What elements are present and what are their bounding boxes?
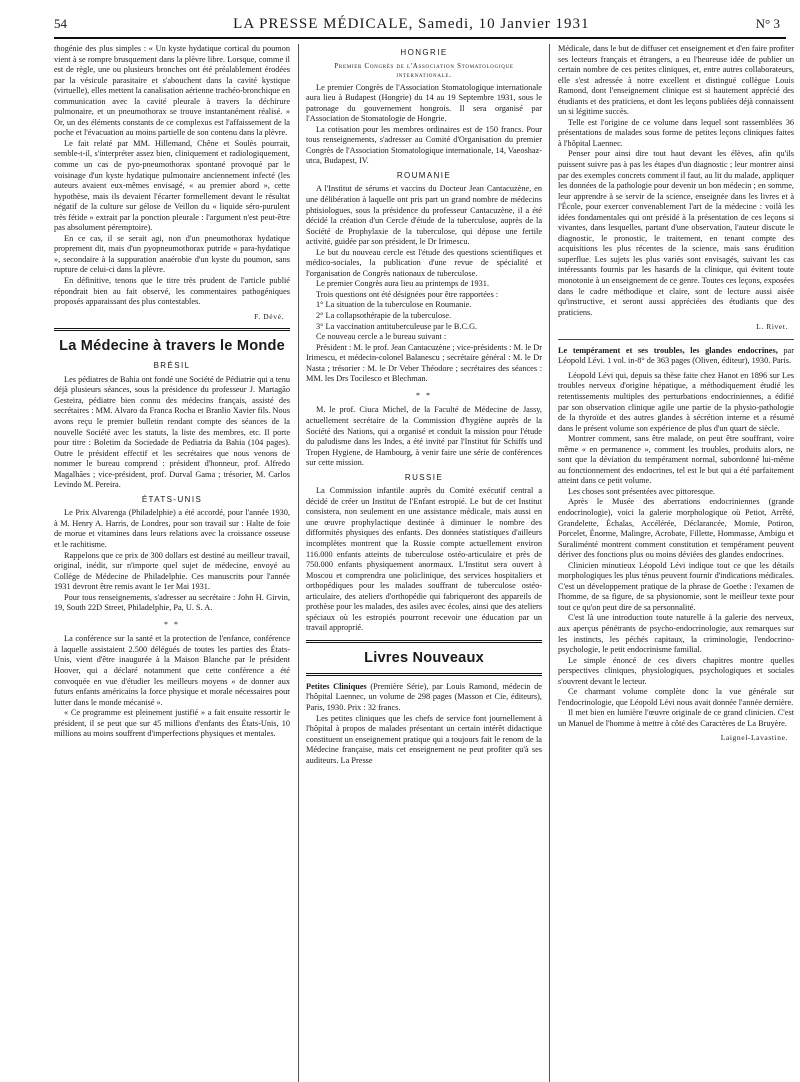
left-column: [54, 44, 290, 1082]
list-item: 1° La situation de la tuberculose en Roumanie.: [316, 300, 472, 310]
paragraph: La conférence sur la santé et la protection de l'enfance, conférence à laquelle assistaient 2.500 délégués de toutes les parties des États-Unis, vient d'être inaugurée à la Maison Blanche par le président Hoover, qui a déclaré notamment que cette conférence a été convoquée en vue d'étudier les meilleurs moyens « de donner aux futurs enfants américains la force physique et morale nécessaires pour lutter dans le monde mécanisé ».: [54, 634, 290, 707]
book-title: Petites Cliniques: [306, 681, 367, 691]
page-number: 54: [54, 16, 67, 31]
paragraph: En ce cas, il se serait agi, non d'un pneumothorax hydatique proprement dit, mais d'un pyopneumothorax putride « para-hydatique », secondaire à la suppuration anaérobie d'un kyste du poumon, sans rupture de celui-ci dans la plèvre.: [54, 233, 290, 275]
paragraph: En définitive, tenons que le titre très prudent de l'article publié répondrait bien au fait observé, les commentaires pathogéniques proposés apparaissant des plus contestables.: [54, 276, 290, 307]
paragraph: M. le prof. Ciuca Michel, de la Faculté de Médecine de Jassy, actuellement secrétaire de la Commission d'hygiène auprès de la Société des Nations, qui a organisé et conduit la mission pour l'étude du paludisme dans les Indes, a été invité par l'Institut für Schiffs und Tropen Hygiene, de Hambourg, à venir faire une série de conférences sur cette mission.: [306, 405, 542, 468]
paragraph: Ce charmant volume complète donc la vue générale sur l'endocrinologie, que Léopold Lévi nous avait donnée l'année dernière.: [558, 687, 794, 707]
paragraph: Il met bien en lumière l'œuvre originale de ce grand clinicien. C'est un Manuel de l'homme à mettre à côté des Caractères de La Bruyère.: [558, 708, 794, 728]
separator-stars: * *: [416, 390, 432, 400]
paragraph: La Commission infantile auprès du Comité exécutif central a décidé de créer un Institut de l'Enfant estropié. Le but de cet Institut consistera, non seulement en une assistance médicale, mais aussi en une œuvre prophylactique destinée à diminuer le nombre des difformités physiques des enfants. Des données statistiques d'ailleurs incomplètes montrent que la Russie compte actuellement environ 116.000 enfants atteints de tuberculose ostéo-articulaire et près de 750.000 enfants physiquement anormaux. L'Institut sera ouvert à Moscou et comprendra une policlinique, des services hospitaliers et orthopédiques pour les malades souffrant de tuberculose ostéo-articulaire, des ateliers d'orthopédie qui fabriqueront des appareils de prothèse pour les malades, des asiles avec écoles, ainsi que des ateliers spéciaux où les estropiés pourront recevoir une éducation par un travail approprié.: [306, 486, 542, 633]
paragraph: Le but du nouveau cercle est l'étude des questions scientifiques et médico-sociales, la publication d'une revue de spécialité et l'organisation de Congrès nationaux de tuberculose.: [306, 247, 542, 278]
issue-number: N° 3: [755, 16, 780, 31]
divider: [306, 673, 542, 676]
paragraph: La cotisation pour les membres ordinaires est de 150 francs. Pour tous renseignements, s'adresser au Comité d'Organisation du premier Congrès de l'Association Stomatologique internationale, 14, Vaeoshaz-utca, Budapest, IV.: [306, 124, 542, 166]
list-item: 3° La vaccination antituberculeuse par le B.C.G.: [316, 321, 478, 331]
section-title: La Médecine à travers le Monde: [59, 338, 285, 355]
author-signature: L. Rivet.: [756, 322, 788, 332]
country-heading: RUSSIE: [404, 472, 444, 482]
middle-column: [298, 44, 550, 1082]
country-heading: BRÉSIL: [153, 361, 191, 371]
columns: [54, 44, 794, 1082]
country-heading: ROUMANIE: [396, 170, 452, 180]
paragraph: Montrer comment, sans être malade, on peut être souffrant, voire même « en permanence », comment les troubles, produits alors, ne sont que la déviation du tempérament normal, subordonné lui-même au fonctionnement des endocrines, tel est le but qui a été parfaitement atteint dans ce petit volume.: [558, 434, 794, 486]
journal-title: LA PRESSE MÉDICALE, Samedi, 10 Janvier 1931: [233, 16, 590, 32]
paragraph: Le premier Congrès de l'Association Stomatologique internationale aura lieu à Budapest (Hongrie) du 14 au 19 Septembre 1931, sous le patronage du gouvernement hongrois. Il sera organisé par l'Association de Stomatologie de Hongrie.: [306, 82, 542, 124]
divider: [558, 339, 794, 340]
right-column: [558, 44, 794, 1082]
paragraph: Trois questions ont été désignées pour être rapportées :: [316, 289, 499, 299]
subheading: Premier Congrès de l'Association Stomatologique internationale.: [334, 61, 514, 79]
separator-stars: * *: [164, 619, 180, 629]
book-title: Le tempérament et ses troubles, les glandes endocrines,: [558, 345, 778, 355]
paragraph: Rappelons que ce prix de 300 dollars est destiné au meilleur travail, original, inédit, sur n'importe quel sujet de médecine, envoyé au Collège de Médecine de Philadelphie. Ces manuscrits pour l'année 1931 devront être remis avant le 1er Mai 1931.: [54, 550, 290, 592]
paragraph: Le simple énoncé de ces divers chapitres montre quelles perspectives cliniques, physiologiques, psychologiques et sociales s'ouvrent devant le lecteur.: [558, 655, 794, 686]
paragraph: Après le Musée des aberrations endocriniennes (grande endocrinologie), voici la galerie morphologique où Petiot, Arrêté, Grandelette, Échalas, Accélérée, Déclarancée, Momie, Potiron, Porcelet, Énorme, Malingre, Acrobate, Fillette, Hommasse, Ambigu et Suraliménté montrent comment constitution et tempérament peuvent dériver des fonctions plus ou moins déviées des glandes endocrines.: [558, 497, 794, 560]
paragraph: Les choses sont présentées avec pittoresque.: [568, 486, 715, 496]
paragraph: A l'Institut de sérums et vaccins du Docteur Jean Cantacuzène, en une délibération à laquelle ont pris part un grand nombre de médecins phtisiologues, sous la présidence du professeur Cantacuzène, il a été décidé la création d'un Cercle d'étude de la tuberculose, auprès de la Société de Prophylaxie de la tuberculose, qui dépose une fertile activité, guidée par son président, le Dr Irimescu.: [306, 184, 542, 247]
paragraph: Telle est l'origine de ce volume dans lequel sont rassemblées 36 présentations de malades sous forme de petites leçons cliniques faites à l'hôpital Laennec.: [558, 117, 794, 148]
book-details: (Première Série), par Louis Ramond, médecin de l'hôpital Laennec, un volume de 298 pages (Masson et Cie, éditeurs), Paris, 1930. Prix : 32 francs.: [306, 681, 542, 712]
author-signature: Laignel-Lavastine.: [720, 733, 788, 743]
paragraph: « Ce programme est pleinement justifié » a fait ensuite ressortir le président, il se peut que sur 45 millions d'enfants des États-Unis, 10 millions au moins souffrent d'imperfections physiques et mentales.: [54, 708, 290, 739]
section-title: Livres Nouveaux: [364, 649, 484, 666]
paragraph: Léopold Lévi qui, depuis sa thèse faite chez Hanot en 1896 sur Les troubles nerveux d'origine hépatique, a méthodiquement étudié les retentissements multiples des perturbations endocriniennes, a édifié par son observation clinique agile une partie de la physio-pathologie de la thyroïde et des autres glandes à sécrétion interne et a résumé dans le présent volume son expérience de plus d'un quart de siècle.: [558, 370, 794, 433]
author-signature: F. Dévé.: [254, 311, 284, 321]
book-entry: [306, 682, 542, 714]
paragraph: Pour tous renseignements, s'adresser au secrétaire : John H. Girvin, 19, South 22D Street, Philadelphie, Pa, U. S. A.: [54, 592, 290, 613]
page-header: [54, 16, 786, 39]
paragraph: Médicale, dans le but de diffuser cet enseignement et d'en faire profiter ses lecteurs français et étrangers, a eu l'heureuse idée de publier un certain nombre de ces petites cliniques, et, entre autres collaborateurs, elle s'est adressée à notre excellent et distingué collègue Louis Ramond, dont l'enseignement clinique est si hautement apprécié des étudiants et des praticiens, et dont les leçons publiées déjà connaissent un si légitime succès.: [558, 44, 794, 117]
divider: [54, 328, 290, 331]
paragraph: Le fait relaté par MM. Hillemand, Chêne et Soulès pourrait, semble-t-il, s'interpréter assez bien, cliniquement et radiologiquement, comme un cas de pyo-pneumothorax spontané provoqué par le voisinage d'un kyste hydatique pulmonaire anciennement infecté (les auteurs avaient eux-mêmes envisagé, « au premier abord », cette hypothèse, mais ils devaient l'écarter formellement devant le résultat négatif de la culture sur gélose de Veillon du « liquide séro-purulent très fétide » extrait par la ponction pleurale : l'argument n'est peut-être pas absolument péremptoire).: [54, 138, 290, 233]
paragraph: Ce nouveau cercle a le bureau suivant :: [316, 332, 447, 342]
paragraph: Penser pour ainsi dire tout haut devant les élèves, afin qu'ils puissent suivre pas à pas les étapes d'un diagnostic ; leur montrer ainsi par des exemples concrets comment il faut, au lit du malade, appliquer les données de la pathologie pour devenir un bon médecin ; en somme, leur apprendre à se servir de la science, enseignée dans les livres et à l'École, pour exercer convenablement l'art de la médecine : voilà les idées fondamentales qui ont présidé à la présentation de ces leçons si vivantes, dans lesquelles, partant d'une observation, l'auteur discute le diagnostic, le pronostic, le traitement, en tenant compte des acquisitions les plus récentes de la science, mais sans érudition superflue. Les sujets les plus variés sont envisagés, suivant les cas intéressants fournis par les hasards de la clinique, qui évitent toute monotonie à un enseignement de ce genre. Toutes ces leçons, exposées dans le cadre méthodique et claire, sont de lecture aussi aisée qu'instructive, et seront aussi appréciées des étudiants que des praticiens.: [558, 149, 794, 317]
paragraph: Le premier Congrès aura lieu au printemps de 1931.: [316, 279, 490, 289]
list-item: 2° La collapsothérapie de la tuberculose.: [316, 311, 452, 321]
country-heading: HONGRIE: [400, 48, 448, 57]
paragraph: Les pédiatres de Bahia ont fondé une Société de Pédiatrie qui a tenu déjà plusieurs séances, sous la présidence du professeur J. Martagão Gesteira, pédiatre bien connu des médecins français, assisté des secrétaires : MM. Alvaro da Franca Rocha et Branlio Xavier fils. Nous avons reçu le premier bulletin rendant compte des séances de la nouvelle Société avec les statuts, la liste des membres, etc. Il porte pour titre : Boletim da Sociedade de Pediatria da Bahia (104 pages). Outre le président effectif et les secrétaires que nous venons de nommer le bureau comprend : président d'honneur, prof. Alfredo Magalhães ; vice-président, prof. Durval Gama ; trésorier, M. Carlos Levindo M. Pereira.: [54, 374, 290, 490]
divider: [306, 640, 542, 643]
paragraph: Les petites cliniques que les chefs de service font journellement à l'hôpital à propos de malades présentant un certain intérêt didactique constituent un enseignement pratique qui a toujours fait le renom de la Médecine française, mais cet enseignement ne peut profiter qu'à ses auditeurs. La Presse: [306, 713, 542, 765]
paragraph: Président : M. le prof. Jean Cantacuzène ; vice-présidents : M. le Dr Irimescu, et médecin-colonel Balanescu ; secrétaire général : M. le Dr Nasta ; trésorier : M. le Dr Veber Théodore ; secrétaires des séances : MM. les Drs Tocilesco et Blechman.: [306, 342, 542, 384]
paragraph: C'est là une introduction toute naturelle à la galerie des nerveux, aux aperçus pénétrants de psycho-endocrinologie, aux remarques sur les instincts, les péchés capitaux, la criminologie, l'endocrino-psychologie, le petit endocrinisme familial.: [558, 613, 794, 655]
book-details: par Léopold Lévi. 1 vol. in-8° de 363 pages (Oliven, éditeur), 1930. Paris.: [558, 345, 794, 366]
paragraph: thogénie des plus simples : « Un kyste hydatique cortical du poumon vient à se rompre brusquement dans la plèvre libre. Lorsque, comme il est de règle, une ou plusieurs bronches ont été préalablement érodées par la vésicule parasitaire et s'abouchent dans la cavité kystique (virtuelle), elles mettent la canalisation aérienne trachéo-bronchique en communication avec la cavité pleurale à travers la déchirure pulmonaire, et un pneumothorax se trouve instantanément réalisé. » Or, un des éléments constants de ce complexus est l'affaissement de la poche et l'évacuation au moins partielle de son contenu dans la plèvre.: [54, 44, 290, 138]
paragraph: Le Prix Alvarenga (Philadelphie) a été accordé, pour l'année 1930, à M. Henry A. Harris, de Londres, pour son travail sur : Halte de foie de morue et vitamines dans leurs relations avec la croissance osseuse et le rachitisme.: [54, 508, 290, 549]
paragraph: Clinicien minutieux Léopold Lévi indique tout ce que les détails morphologiques les plus ténus peuvent fournir d'indications médicales. C'est un développement pratique de la phrase de Goethe : l'examen de l'homme, de sa figure, de sa physionomie, sont le meilleur texte pour tout ce qu'on peut dire de sa personnalité.: [558, 560, 794, 612]
country-heading: ÉTATS-UNIS: [141, 494, 203, 504]
book-entry: [558, 346, 794, 367]
